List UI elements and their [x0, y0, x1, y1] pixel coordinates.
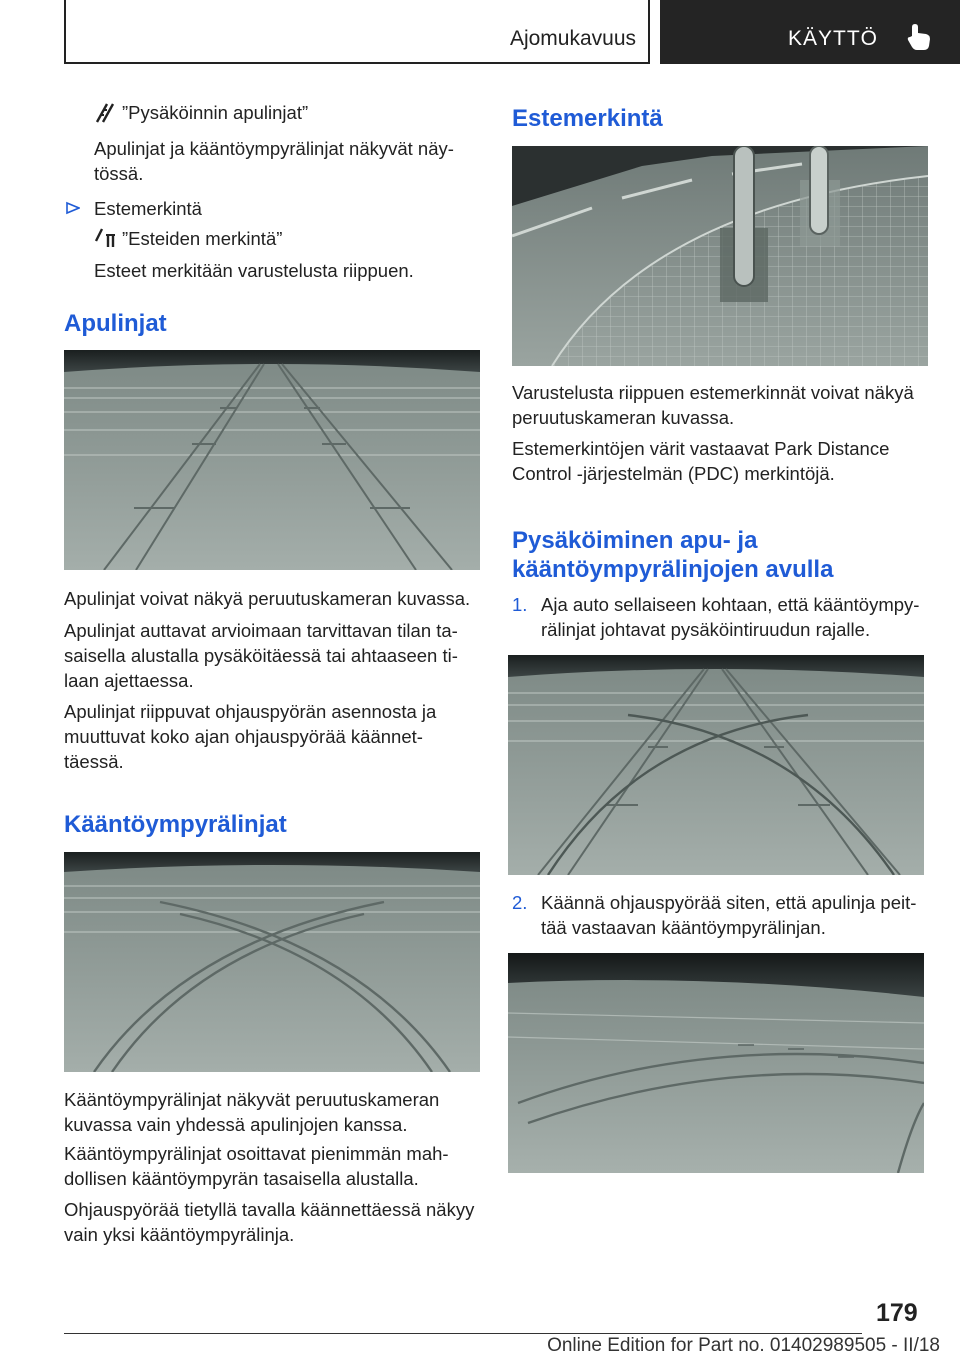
header-chapter-tab — [660, 0, 960, 64]
heading-kaantoympyralinjat: Kääntöympyrälinjat — [64, 811, 287, 838]
step-1-text: Aja auto sellaiseen kohtaan, että kääntöympy-rälinjat johtavat pysäköintiruudun rajalle. — [541, 594, 920, 640]
este-paragraph-1: Varustelusta riippuen estemerkinnät voivat näkyä peruutuskameran kuvassa. — [512, 382, 914, 428]
step-2-number: 2. — [512, 892, 528, 913]
kaanto-paragraph-1: Kääntöympyrälinjat näkyvät peruutuskameran kuvassa vain yhdessä apulinjojen kanssa. — [64, 1089, 440, 1135]
figure-step-1 — [508, 655, 924, 875]
item1-text: Apulinjat ja kääntöympyrälinjat näkyvät näy-tössä. — [94, 138, 454, 184]
heading-pysakoiminen-line1: Pysäköiminen apu- ja — [512, 527, 758, 554]
figure-guide-lines — [64, 350, 480, 570]
apulinjat-paragraph-1: Apulinjat voivat näkyä peruutuskameran kuvassa. — [64, 588, 471, 609]
heading-pysakoiminen-line2: kääntöympyrälinjojen avulla — [512, 556, 834, 583]
kaanto-paragraph-2: Kääntöympyrälinjat osoittavat pienimmän mah-dollisen kääntöympyrän tasaisella alustalla. — [64, 1143, 449, 1189]
step-1-number: 1. — [512, 594, 528, 615]
footer-divider — [64, 1333, 862, 1334]
este-paragraph-2: Estemerkintöjen värit vastaavat Park Distance Control -järjestelmän (PDC) merkintöjä. — [512, 438, 890, 484]
figure-step-2 — [508, 953, 924, 1173]
item2-text: Esteet merkitään varustelusta riippuen. — [94, 260, 414, 281]
item2-label: ”Esteiden merkintä” — [122, 228, 283, 249]
triangle-bullet-icon — [66, 201, 80, 215]
header-section-title: Ajomukavuus — [509, 27, 636, 50]
heading-estemerkinta: Estemerkintä — [512, 105, 663, 132]
figure-turning-circle-lines — [64, 852, 480, 1072]
pointing-hand-icon — [906, 22, 932, 52]
footer-edition: Online Edition for Part no. 01402989505 - II/18 — [547, 1335, 940, 1356]
apulinjat-paragraph-2: Apulinjat auttavat arvioimaan tarvittavan tilan ta-saisella alustalla pysäköitäessä tai ahtaaseen ti-laan ajettaessa. — [64, 620, 458, 691]
obstacle-marking-icon — [94, 227, 116, 249]
guide-lines-icon — [94, 102, 116, 124]
bullet-label: Estemerkintä — [94, 198, 202, 219]
header-chapter-title: KÄYTTÖ — [788, 27, 879, 50]
kaanto-paragraph-3: Ohjauspyörää tietyllä tavalla käännettäessä näkyy vain yksi kääntöympyrälinja. — [64, 1199, 475, 1245]
heading-apulinjat: Apulinjat — [64, 310, 167, 337]
apulinjat-paragraph-3: Apulinjat riippuvat ohjauspyörän asennosta ja muuttuvat koko ajan ohjauspyörää käännet-täessä. — [64, 701, 437, 772]
figure-obstacle-marking — [512, 146, 928, 366]
step-2-text: Käännä ohjauspyörää siten, että apulinja peit-tää vastaavan kääntöympyrälinjan. — [541, 892, 917, 938]
page-number: 179 — [876, 1299, 918, 1327]
item1-label: ”Pysäköinnin apulinjat” — [122, 102, 309, 123]
